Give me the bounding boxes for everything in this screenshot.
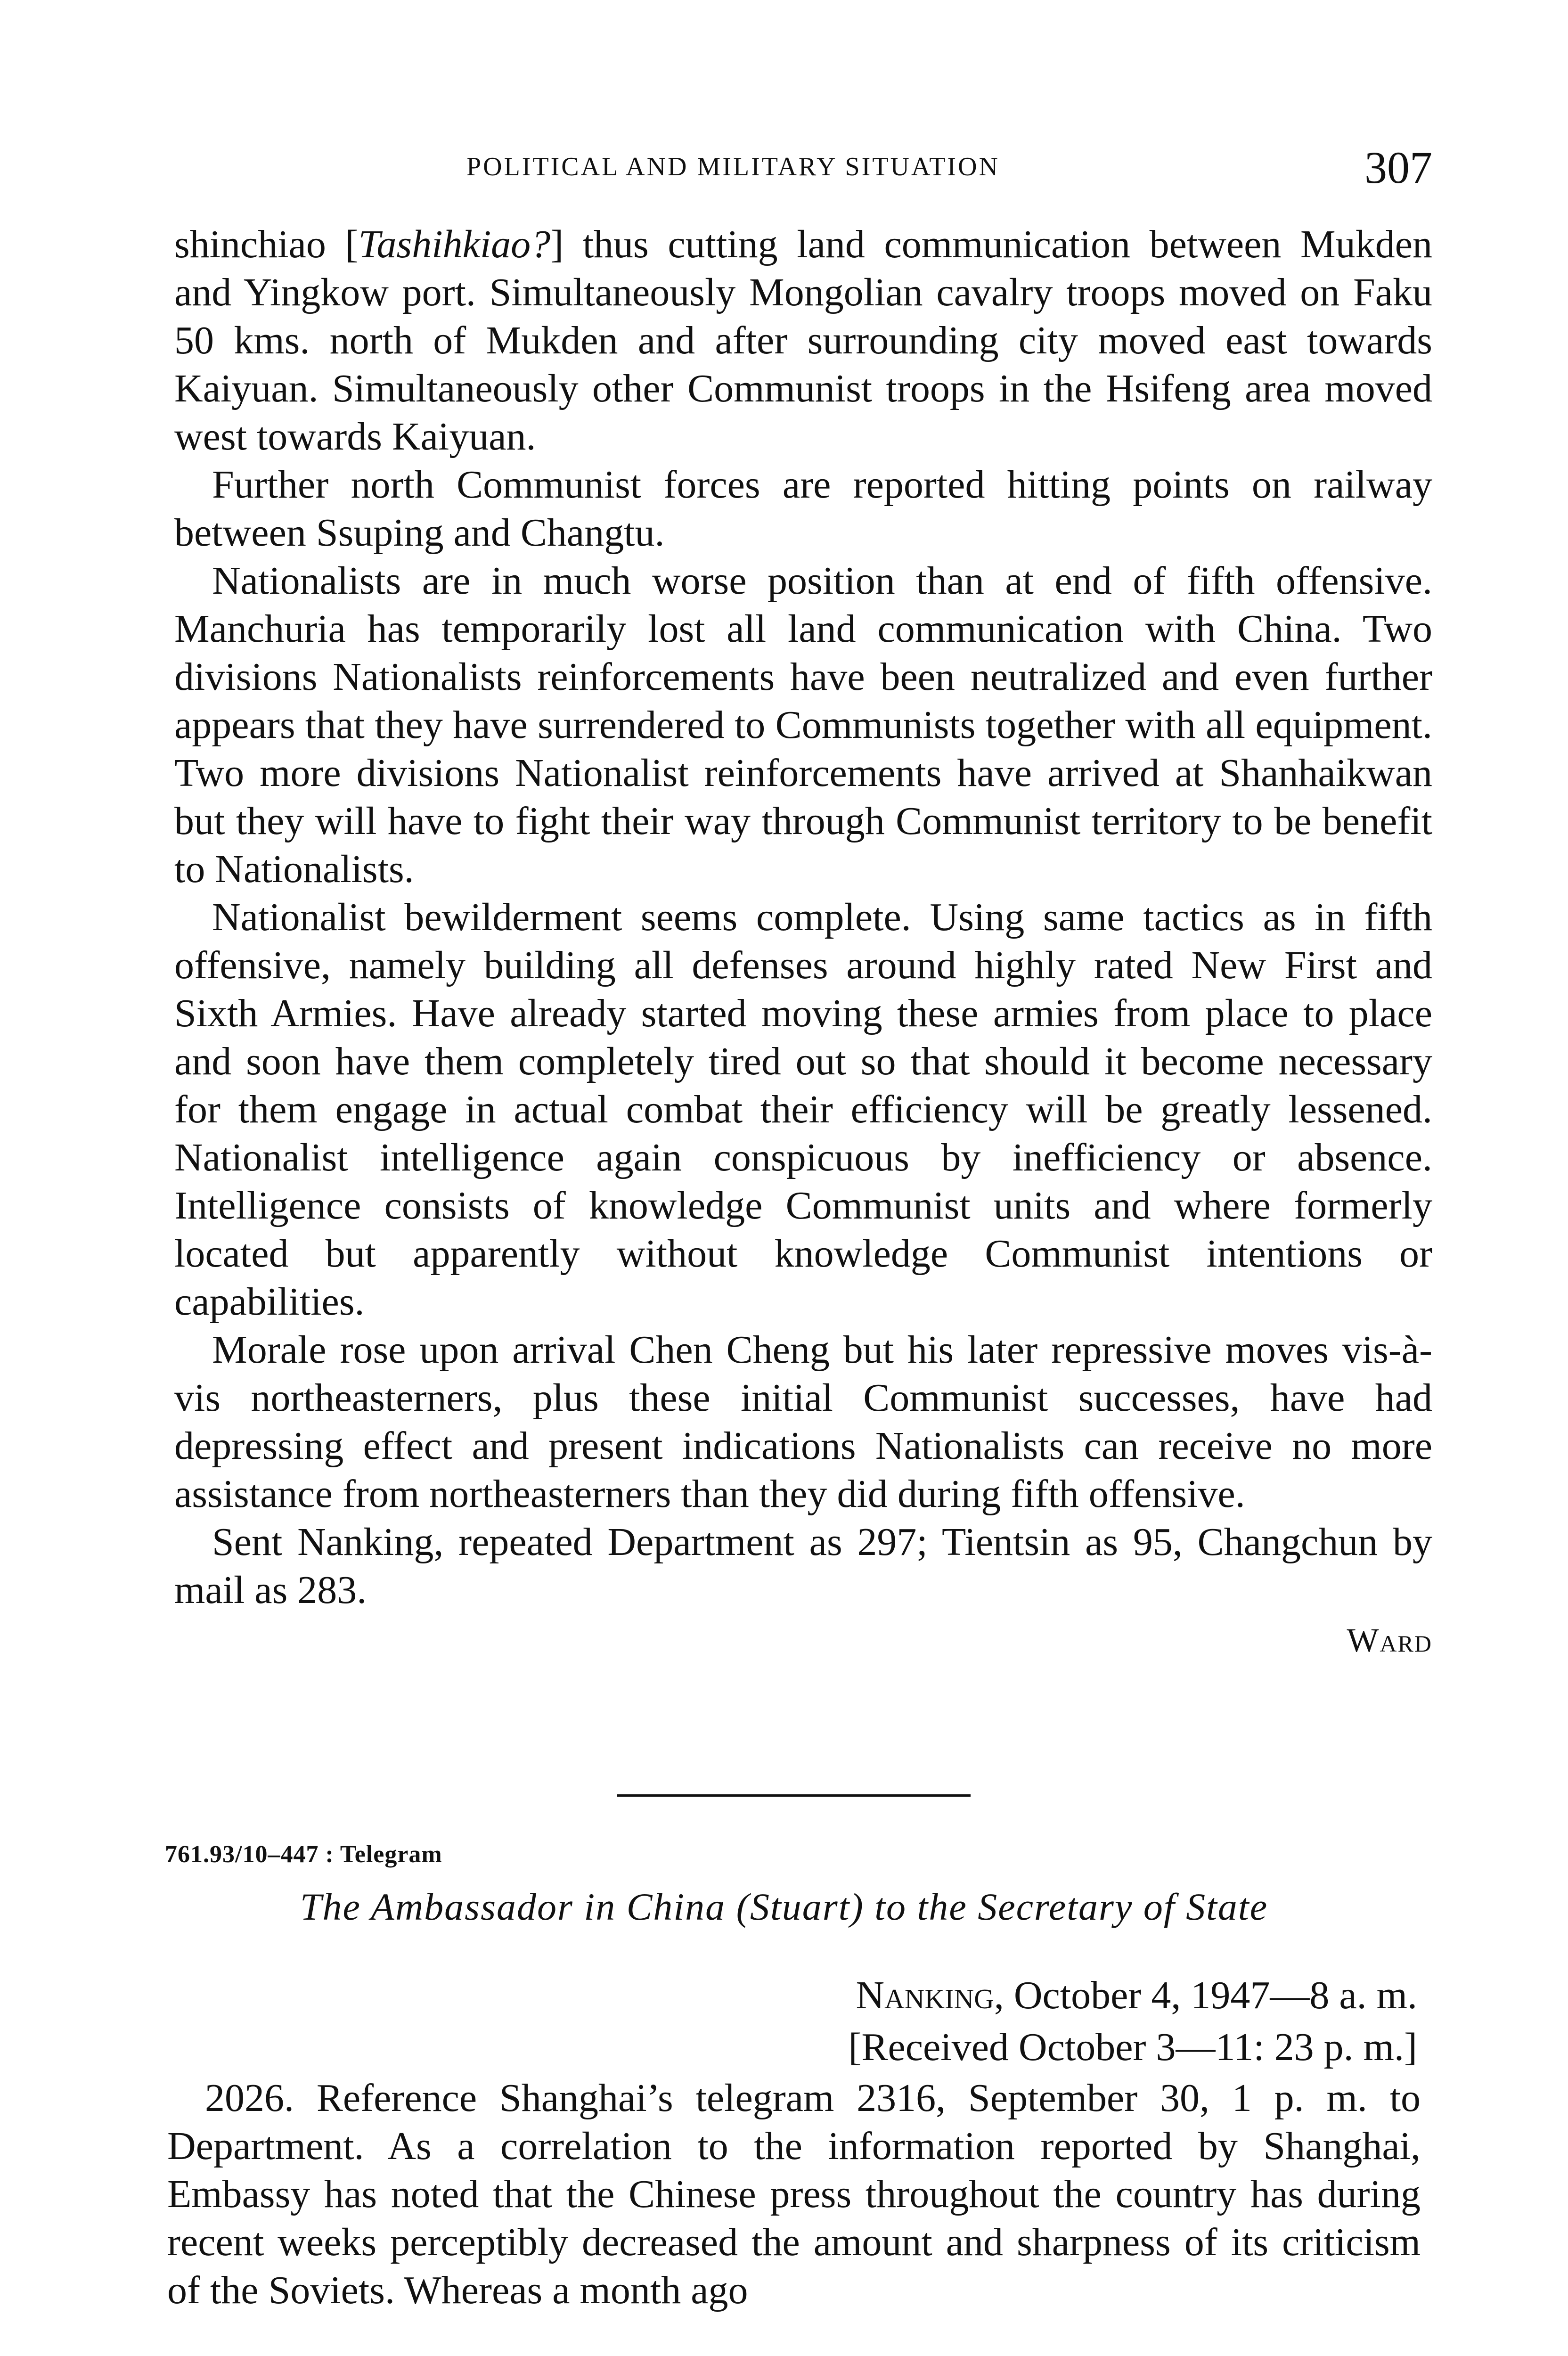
paragraph-1-text-start: shinchiao [: [174, 222, 359, 266]
section-divider: [617, 1794, 971, 1797]
paragraph-6: Sent Nanking, repeated Department as 297; Tientsin as 95, Changchun by mail as 283.: [174, 1520, 1432, 1612]
paragraph-1-text-end: ] thus cutting land communication between Mukden and Yingkow port. Simultaneously Mongolian cavalry troops moved on Faku 50 kms. north of Mukden and after surrounding city moved east towards Kaiyuan. Simultaneously other Communist troops in the Hsifeng area moved west towards Kaiyuan.: [174, 222, 1432, 458]
document-title: The Ambassador in China (Stuart) to the Secretary of State: [300, 1885, 1268, 1928]
paragraph-2: Further north Communist forces are reported hitting points on railway between Ssuping and Changtu.: [174, 463, 1432, 555]
paragraph-4: Nationalist bewilderment seems complete. Using same tactics as in fifth offensive, namely building all defenses around highly rated New First and Sixth Armies. Have already started moving these armies from place to place and soon have them completely tired out so that should it become necessary for them engage in actual combat their efficiency will be greatly lessened. Nationalist intelligence again conspicuous by inefficiency or absence. Intelligence consists of knowledge Communist units and where formerly located but apparently without knowledge Communist intentions or capabilities.: [174, 895, 1432, 1324]
page-header: [174, 141, 1432, 193]
paragraph-3: Nationalists are in much worse position than at end of fifth offensive. Manchuria has temporarily lost all land communication with China. Two divisions Nationalists reinforcements have been neutralized and even further appears that they have surrendered to Communists together with all equipment. Two more divisions Nationalist reinforcements have arrived at Shanhaikwan but they will have to fight their way through Communist territory to be benefit to Nationalists.: [174, 559, 1432, 891]
paragraph-1-italic: Tashihkiao?: [358, 222, 551, 266]
running-head: POLITICAL AND MILITARY SITUATION: [466, 152, 1000, 181]
dateline-date: , October 4, 1947—8 a. m.: [994, 1973, 1417, 2017]
dateline: [848, 1970, 1417, 2073]
paragraph-1: [174, 221, 1432, 461]
signature: Ward: [1347, 1621, 1432, 1659]
telegram-2-body: [167, 2074, 1421, 2315]
dateline-sent: [848, 1970, 1417, 2021]
page-number: 307: [1364, 142, 1432, 193]
file-reference: 761.93/10–447 : Telegram: [165, 1841, 442, 1868]
dateline-place: Nanking: [856, 1973, 994, 2017]
paragraph-7: 2026. Reference Shanghai’s telegram 2316, September 30, 1 p. m. to Department. As a correlation to the information reported by Shanghai, Embassy has noted that the Chinese press throughout the country has during recent weeks perceptibly decreased the amount and sharpness of its criticism of the Soviets. Whereas a month ago: [167, 2076, 1421, 2312]
dateline-received: [Received October 3—11: 23 p. m.]: [848, 2025, 1417, 2069]
telegram-1-body: [174, 221, 1432, 1663]
signature-line: [174, 1614, 1432, 1663]
paragraph-5: Morale rose upon arrival Chen Cheng but his later repressive moves vis-à-vis northeasterners, plus these initial Communist successes, have had depressing effect and present indications Nationalists can receive no more assistance from northeasterners than they did during fifth offensive.: [174, 1328, 1432, 1516]
